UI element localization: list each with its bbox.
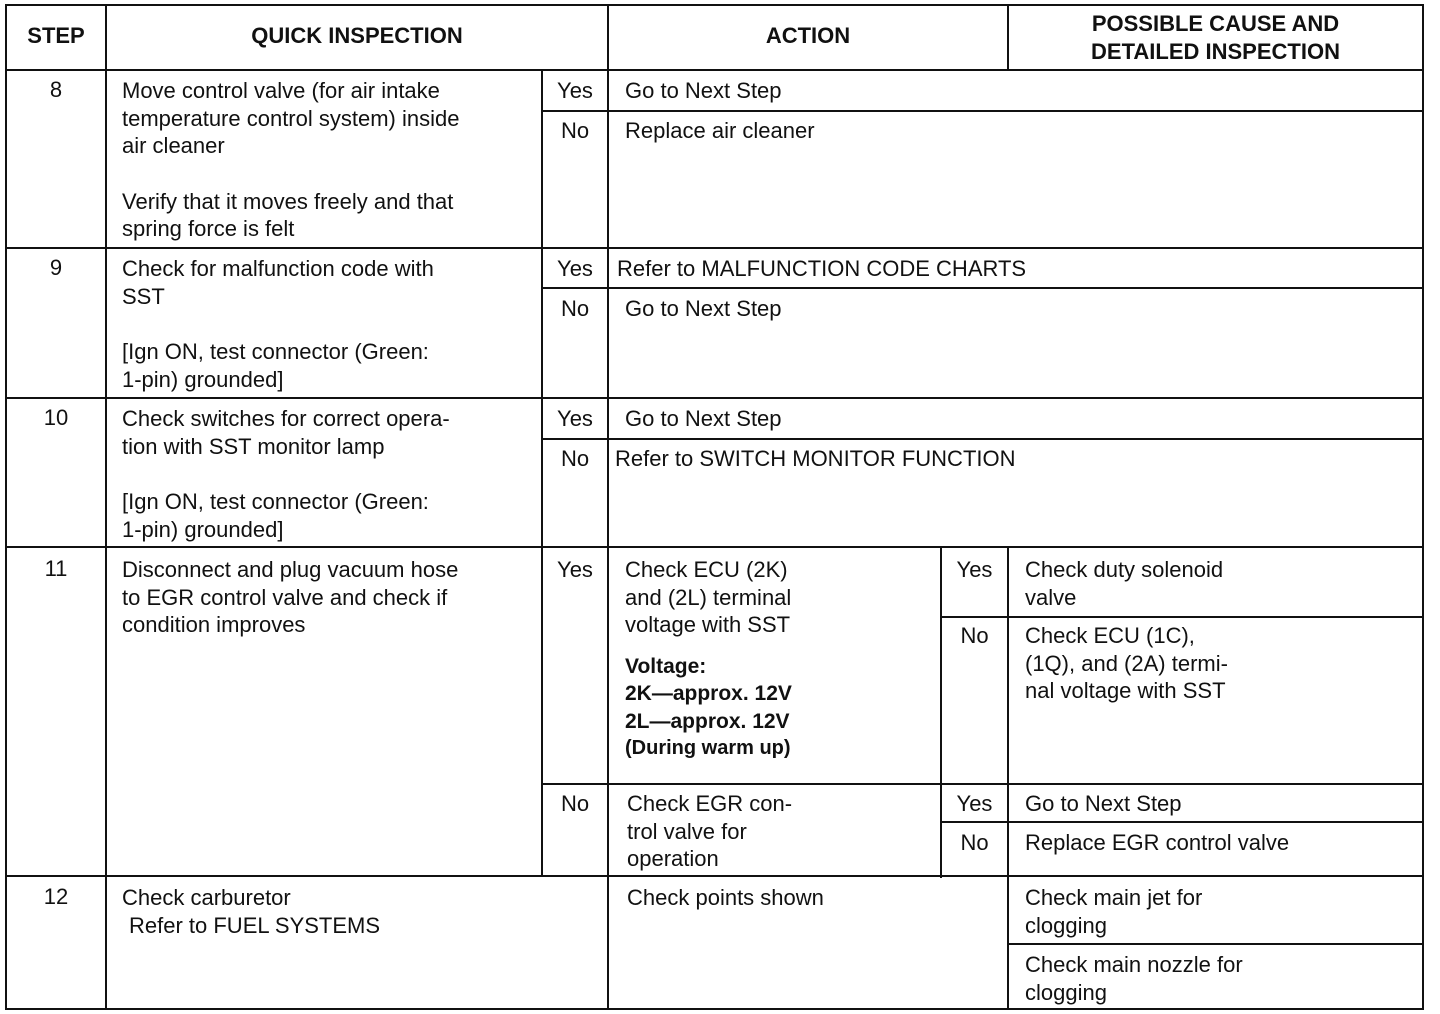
yes-label: Yes <box>557 406 593 431</box>
cause-line: clogging <box>1025 912 1107 938</box>
action-text: Go to Next Step <box>625 406 782 431</box>
yes-label: Yes <box>557 256 593 281</box>
action-line: operation <box>627 846 719 871</box>
inspection-line: SST <box>122 283 165 309</box>
action-line: and (2L) terminal <box>625 584 792 610</box>
no-label: No <box>560 446 590 471</box>
no-label: No <box>560 118 590 143</box>
action-text: Replace air cleaner <box>625 118 815 143</box>
voltage-spec-line: 2L—approx. 12V <box>625 709 790 733</box>
row-sep-10 <box>5 546 1424 548</box>
inspection-line: Check carburetor <box>122 885 291 910</box>
divider-action <box>607 4 609 1010</box>
split-12 <box>1007 943 1424 945</box>
action-text: Go to Next Step <box>625 78 782 103</box>
cause-line: clogging <box>1025 979 1107 1005</box>
no-label: No <box>960 623 989 648</box>
inspection-note-line: 1-pin) grounded] <box>122 366 284 392</box>
header-quick-inspection: QUICK INSPECTION <box>251 23 463 48</box>
action-text: Refer to SWITCH MONITOR FUNCTION <box>615 446 1016 471</box>
inspection-note-line: Verify that it moves freely and that <box>122 188 454 214</box>
divider-step <box>105 4 107 1010</box>
header-possible-cause <box>1009 10 1422 66</box>
header-possible-cause-line1: POSSIBLE CAUSE AND <box>1091 11 1340 36</box>
cause-text <box>1025 622 1228 705</box>
split-9 <box>541 287 1424 289</box>
inspection-line: Check switches for correct opera- <box>122 406 450 431</box>
row-sep-header <box>5 69 1424 71</box>
cause-line: (1Q), and (2A) termi- <box>1025 650 1228 676</box>
inspection-note-line: spring force is felt <box>122 216 295 241</box>
header-step: STEP <box>27 23 85 48</box>
inspection-text <box>122 77 459 243</box>
inspection-note-line: [Ign ON, test connector (Green: <box>122 489 429 514</box>
cause-line: Check ECU (1C), <box>1025 623 1195 648</box>
no-label: No <box>560 296 590 321</box>
inspection-ref-line: Refer to FUEL SYSTEMS <box>129 912 381 938</box>
table-border-top <box>5 4 1424 6</box>
cause-text <box>1025 951 1243 1006</box>
cause-text <box>1025 884 1202 939</box>
cause-text: Go to Next Step <box>1025 791 1182 816</box>
yes-label: Yes <box>557 557 593 582</box>
inspection-note-line: [Ign ON, test connector (Green: <box>122 339 429 364</box>
inspection-line: air cleaner <box>122 133 225 158</box>
inspection-line: condition improves <box>122 612 306 637</box>
inspection-line: temperature control system) inside <box>122 105 460 131</box>
cause-line: valve <box>1025 584 1077 610</box>
divider-row11-cause <box>1007 548 1009 878</box>
split-11-no <box>940 821 1424 823</box>
action-line: Check EGR con- <box>627 791 793 816</box>
action-line: trol valve for <box>627 818 747 844</box>
split-10 <box>541 438 1424 440</box>
step-number: 11 <box>44 556 68 581</box>
action-line: voltage with SST <box>625 612 791 637</box>
inspection-line: Check for malfunction code with <box>122 256 434 281</box>
action-text: Refer to MALFUNCTION CODE CHARTS <box>617 256 1027 281</box>
step-number: 12 <box>43 884 69 909</box>
voltage-spec-line: 2K—approx. 12V <box>625 682 792 705</box>
split-8 <box>541 110 1424 112</box>
row-sep-9 <box>5 397 1424 399</box>
no-label: No <box>960 830 989 855</box>
header-possible-cause-line2: DETAILED INSPECTION <box>1091 39 1340 64</box>
voltage-spec-line: Voltage: <box>625 654 707 678</box>
cause-text <box>1025 556 1223 611</box>
divider-yesno <box>541 69 543 877</box>
inspection-text <box>122 556 458 639</box>
action-text <box>627 790 792 873</box>
inspection-text <box>122 255 434 393</box>
table-border-left <box>5 4 7 1010</box>
step-number: 8 <box>49 77 63 102</box>
inspection-line: to EGR control valve and check if <box>122 584 448 610</box>
inspection-line: Move control valve (for air intake <box>122 78 440 103</box>
action-text: Go to Next Step <box>625 296 782 321</box>
action-text <box>625 556 792 763</box>
inspection-text <box>122 884 380 939</box>
action-line: Check ECU (2K) <box>625 557 788 582</box>
step-number: 9 <box>49 255 63 280</box>
voltage-spec-line: (During warm up) <box>625 737 791 759</box>
yes-label: Yes <box>956 791 993 816</box>
cause-line: nal voltage with SST <box>1025 678 1226 703</box>
no-label: No <box>560 791 590 816</box>
action-text: Check points shown <box>627 885 824 910</box>
inspection-text <box>122 405 450 543</box>
cause-line: Check main jet for <box>1025 885 1203 910</box>
row-sep-8 <box>5 247 1424 249</box>
step-number: 10 <box>43 405 69 430</box>
inspection-note-line: 1-pin) grounded] <box>122 516 284 542</box>
table-border-right <box>1422 4 1424 1010</box>
cause-line: Check duty solenoid <box>1025 557 1224 582</box>
split-11 <box>541 783 1424 785</box>
inspection-line: Disconnect and plug vacuum hose <box>122 557 459 582</box>
table-border-bottom <box>5 1008 1424 1010</box>
inspection-line: tion with SST monitor lamp <box>122 433 385 459</box>
yes-label: Yes <box>557 78 593 103</box>
header-action: ACTION <box>765 23 851 48</box>
yes-label: Yes <box>956 557 993 582</box>
row-sep-11 <box>5 875 1424 877</box>
cause-text: Replace EGR control valve <box>1025 830 1290 855</box>
split-11-yes <box>940 616 1424 618</box>
cause-line: Check main nozzle for <box>1025 952 1243 977</box>
